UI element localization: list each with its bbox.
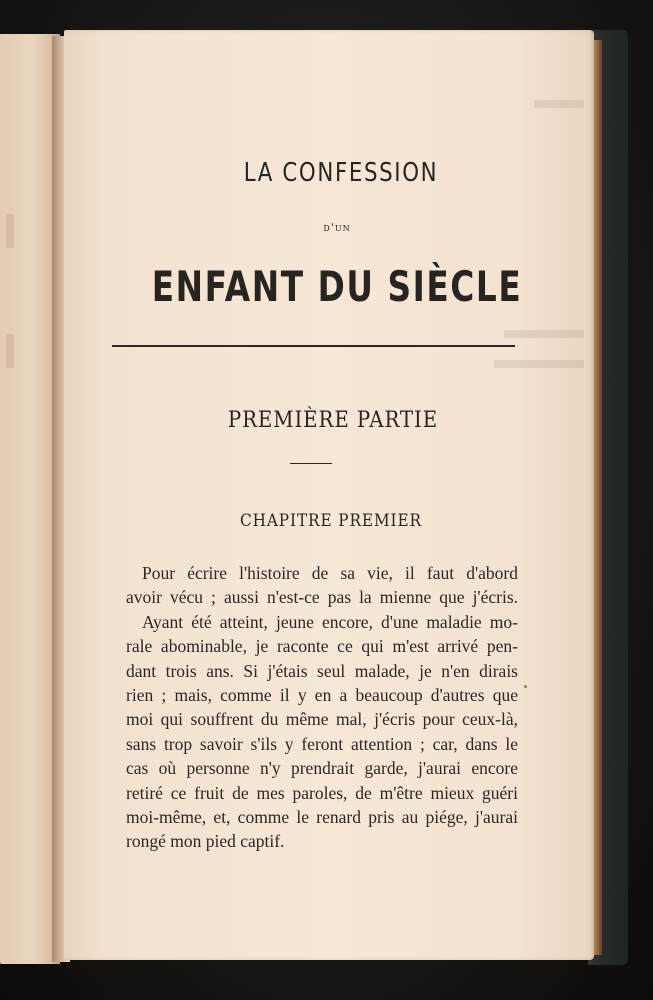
- text-line: sans trop savoir s'ils y feront attention ; car, dans le: [126, 733, 518, 754]
- paper-speck: [524, 685, 527, 688]
- right-page: [64, 30, 594, 960]
- show-through: [534, 100, 584, 108]
- title-rule: [112, 345, 515, 347]
- title-line-1: LA CONFESSION: [243, 158, 439, 188]
- part-heading: PREMIÈRE PARTIE: [227, 408, 439, 433]
- left-page-mark: [6, 334, 14, 368]
- chapter-text: [126, 561, 518, 854]
- left-page: [0, 34, 60, 964]
- left-page-mark: [6, 214, 14, 248]
- text-line: cas où personne n'y prendrait garde, j'aurai encore: [126, 758, 518, 779]
- show-through: [494, 360, 584, 368]
- text-line: rongé mon pied captif.: [126, 831, 285, 852]
- text-line: rale abominable, je raconte ce qui m'est arrivé pen-: [126, 636, 518, 657]
- text-line: moi qui souffrent du même mal, j'écris pour ceux-là,: [126, 709, 518, 730]
- text-line: rien ; mais, comme il y en a beaucoup d'autres que: [126, 684, 518, 705]
- title-line-2: d'un: [323, 221, 351, 234]
- text-line: moi-même, et, comme le renard pris au piége, j'aurai: [126, 806, 518, 827]
- text-line: retiré ce fruit de mes paroles, de m'être mieux guéri: [126, 782, 518, 803]
- text-line: avoir vécu ; aussi n'est-ce pas la mienne que j'écris.: [126, 587, 518, 608]
- text-line: dant trois ans. Si j'étais seul malade, je n'en dirais: [126, 660, 518, 681]
- text-line: Ayant été atteint, jeune encore, d'une maladie mo-: [142, 611, 518, 632]
- text-line: Pour écrire l'histoire de sa vie, il faut d'abord: [142, 563, 518, 583]
- chapter-heading: CHAPITRE PREMIER: [240, 511, 422, 531]
- part-rule: [290, 463, 332, 464]
- show-through: [504, 330, 584, 338]
- title-line-3: ENFANT DU SIÈCLE: [151, 262, 523, 311]
